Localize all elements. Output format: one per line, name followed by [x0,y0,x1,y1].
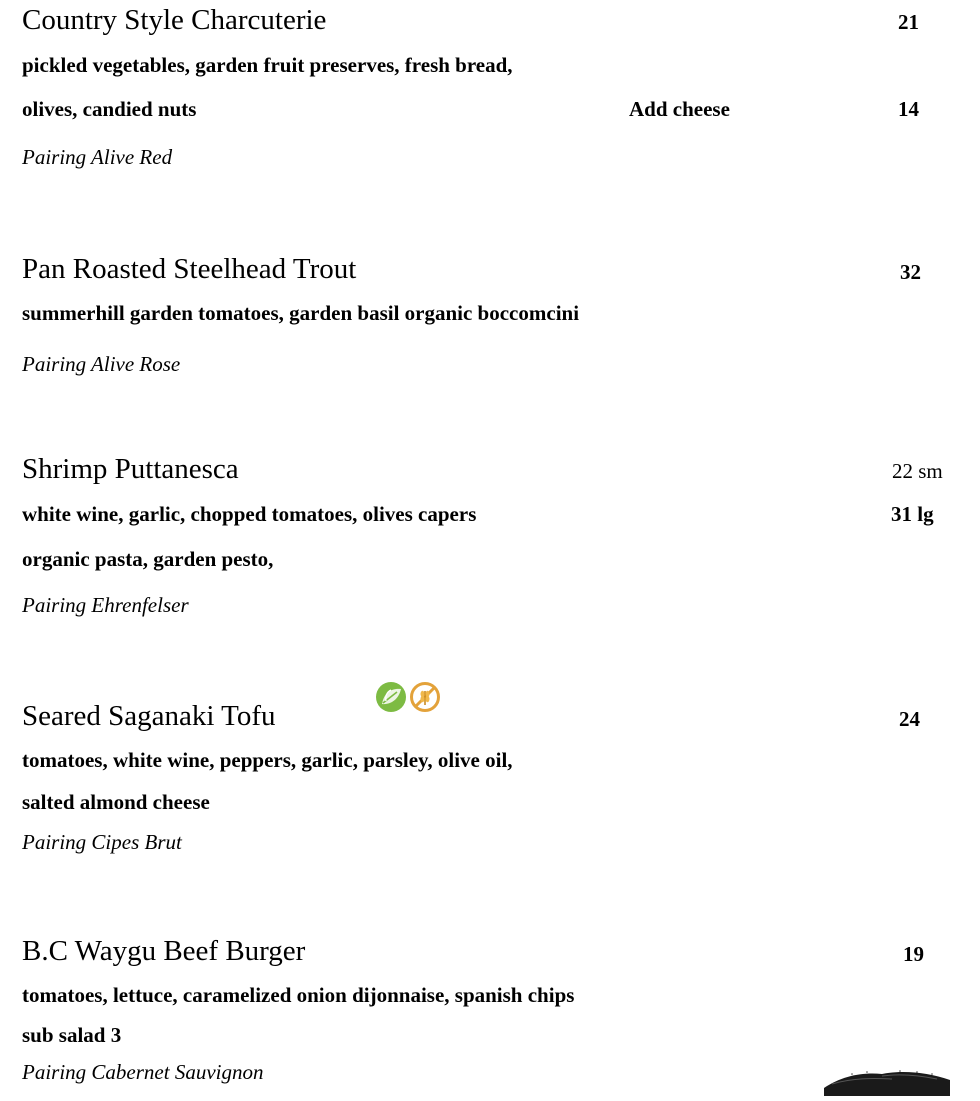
item-description: sub salad 3 [22,1023,122,1047]
decorative-sketch-illustration [822,1066,952,1096]
item-price: 32 [900,260,921,284]
addon-label: Add cheese [629,97,730,121]
wine-pairing: Pairing Cabernet Sauvignon [22,1060,264,1084]
item-description: white wine, garlic, chopped tomatoes, olives capers [22,502,477,526]
item-title: Seared Saganaki Tofu [22,700,276,732]
item-title: Shrimp Puttanesca [22,453,239,485]
vegan-leaf-icon [374,680,408,719]
wine-pairing: Pairing Ehrenfelser [22,593,189,617]
addon-price: 14 [898,97,919,121]
item-price-large: 31 lg [891,502,934,526]
wine-pairing: Pairing Alive Rose [22,352,181,376]
item-price-small: 22 sm [892,459,943,483]
item-description: salted almond cheese [22,790,210,814]
item-description: tomatoes, lettuce, caramelized onion dijonnaise, spanish chips [22,983,575,1007]
item-price: 19 [903,942,924,966]
item-description: olives, candied nuts [22,97,197,121]
gluten-free-wheat-icon [408,680,442,719]
item-title: Country Style Charcuterie [22,4,327,36]
item-description: pickled vegetables, garden fruit preserves, fresh bread, [22,53,513,77]
item-title: B.C Waygu Beef Burger [22,935,306,967]
item-description: summerhill garden tomatoes, garden basil organic boccomcini [22,301,580,325]
wine-pairing: Pairing Cipes Brut [22,830,182,854]
item-price: 24 [899,707,920,731]
item-price: 21 [898,10,919,34]
item-title: Pan Roasted Steelhead Trout [22,253,357,285]
wine-pairing: Pairing Alive Red [22,145,173,169]
item-description: tomatoes, white wine, peppers, garlic, parsley, olive oil, [22,748,513,772]
item-description: organic pasta, garden pesto, [22,547,274,571]
